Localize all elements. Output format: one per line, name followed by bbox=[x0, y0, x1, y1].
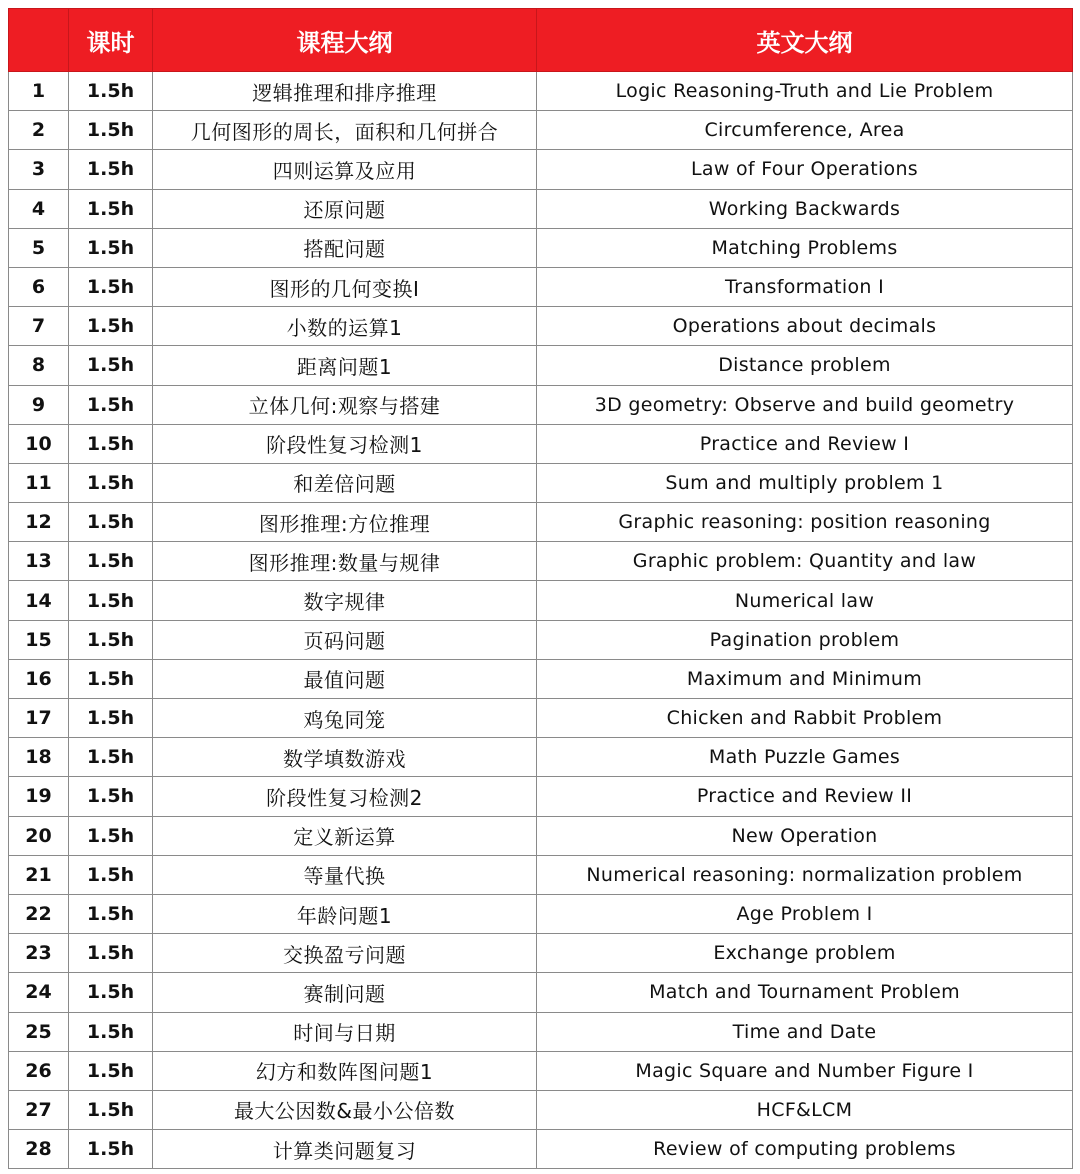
row-english-topic: Operations about decimals bbox=[537, 307, 1073, 346]
row-number: 15 bbox=[9, 620, 69, 659]
row-hours: 1.5h bbox=[69, 150, 153, 189]
table-body bbox=[9, 72, 1073, 1169]
table-row bbox=[9, 1051, 1073, 1090]
row-hours: 1.5h bbox=[69, 934, 153, 973]
row-chinese-topic: 阶段性复习检测1 bbox=[153, 424, 537, 463]
row-chinese-topic: 页码问题 bbox=[153, 620, 537, 659]
header-english-outline: 英文大纲 bbox=[537, 9, 1073, 72]
row-english-topic: Sum and multiply problem 1 bbox=[537, 463, 1073, 502]
row-chinese-topic: 数学填数游戏 bbox=[153, 738, 537, 777]
row-chinese-topic: 赛制问题 bbox=[153, 973, 537, 1012]
row-hours: 1.5h bbox=[69, 1130, 153, 1169]
table-row bbox=[9, 346, 1073, 385]
table-row bbox=[9, 855, 1073, 894]
table-row bbox=[9, 973, 1073, 1012]
row-hours: 1.5h bbox=[69, 1051, 153, 1090]
row-number: 25 bbox=[9, 1012, 69, 1051]
row-english-topic: Review of computing problems bbox=[537, 1130, 1073, 1169]
table-row bbox=[9, 581, 1073, 620]
table-row bbox=[9, 816, 1073, 855]
row-number: 18 bbox=[9, 738, 69, 777]
row-english-topic: Pagination problem bbox=[537, 620, 1073, 659]
table-row bbox=[9, 267, 1073, 306]
row-hours: 1.5h bbox=[69, 620, 153, 659]
table-row bbox=[9, 699, 1073, 738]
row-hours: 1.5h bbox=[69, 267, 153, 306]
row-english-topic: HCF&LCM bbox=[537, 1090, 1073, 1129]
row-number: 20 bbox=[9, 816, 69, 855]
row-hours: 1.5h bbox=[69, 699, 153, 738]
table-row bbox=[9, 659, 1073, 698]
row-chinese-topic: 搭配问题 bbox=[153, 228, 537, 267]
row-english-topic: Chicken and Rabbit Problem bbox=[537, 699, 1073, 738]
row-number: 14 bbox=[9, 581, 69, 620]
row-hours: 1.5h bbox=[69, 581, 153, 620]
row-hours: 1.5h bbox=[69, 659, 153, 698]
row-chinese-topic: 图形推理:数量与规律 bbox=[153, 542, 537, 581]
row-hours: 1.5h bbox=[69, 424, 153, 463]
table-row bbox=[9, 111, 1073, 150]
row-number: 7 bbox=[9, 307, 69, 346]
row-english-topic: Time and Date bbox=[537, 1012, 1073, 1051]
row-chinese-topic: 定义新运算 bbox=[153, 816, 537, 855]
table-row bbox=[9, 150, 1073, 189]
header-index bbox=[9, 9, 69, 72]
row-number: 21 bbox=[9, 855, 69, 894]
row-english-topic: Distance problem bbox=[537, 346, 1073, 385]
row-number: 26 bbox=[9, 1051, 69, 1090]
row-chinese-topic: 幻方和数阵图问题1 bbox=[153, 1051, 537, 1090]
row-hours: 1.5h bbox=[69, 307, 153, 346]
row-hours: 1.5h bbox=[69, 973, 153, 1012]
row-chinese-topic: 阶段性复习检测2 bbox=[153, 777, 537, 816]
row-chinese-topic: 四则运算及应用 bbox=[153, 150, 537, 189]
row-chinese-topic: 交换盈亏问题 bbox=[153, 934, 537, 973]
row-hours: 1.5h bbox=[69, 855, 153, 894]
row-number: 1 bbox=[9, 72, 69, 111]
header-hours: 课时 bbox=[69, 9, 153, 72]
row-chinese-topic: 小数的运算1 bbox=[153, 307, 537, 346]
table-row bbox=[9, 72, 1073, 111]
table-row bbox=[9, 620, 1073, 659]
table-row bbox=[9, 463, 1073, 502]
table-row bbox=[9, 542, 1073, 581]
row-number: 8 bbox=[9, 346, 69, 385]
row-number: 4 bbox=[9, 189, 69, 228]
table-row bbox=[9, 228, 1073, 267]
row-hours: 1.5h bbox=[69, 894, 153, 933]
row-number: 24 bbox=[9, 973, 69, 1012]
row-chinese-topic: 距离问题1 bbox=[153, 346, 537, 385]
row-number: 22 bbox=[9, 894, 69, 933]
row-hours: 1.5h bbox=[69, 189, 153, 228]
row-number: 9 bbox=[9, 385, 69, 424]
row-chinese-topic: 还原问题 bbox=[153, 189, 537, 228]
row-number: 5 bbox=[9, 228, 69, 267]
table-row bbox=[9, 1130, 1073, 1169]
row-chinese-topic: 最大公因数&最小公倍数 bbox=[153, 1090, 537, 1129]
row-english-topic: 3D geometry: Observe and build geometry bbox=[537, 385, 1073, 424]
table-row bbox=[9, 738, 1073, 777]
table-row bbox=[9, 894, 1073, 933]
row-chinese-topic: 图形的几何变换I bbox=[153, 267, 537, 306]
row-chinese-topic: 逻辑推理和排序推理 bbox=[153, 72, 537, 111]
row-english-topic: Practice and Review II bbox=[537, 777, 1073, 816]
row-hours: 1.5h bbox=[69, 1012, 153, 1051]
row-chinese-topic: 等量代换 bbox=[153, 855, 537, 894]
row-english-topic: Match and Tournament Problem bbox=[537, 973, 1073, 1012]
course-outline-sheet bbox=[8, 8, 1072, 1169]
row-number: 19 bbox=[9, 777, 69, 816]
row-english-topic: Matching Problems bbox=[537, 228, 1073, 267]
table-row bbox=[9, 1090, 1073, 1129]
row-number: 13 bbox=[9, 542, 69, 581]
row-english-topic: Working Backwards bbox=[537, 189, 1073, 228]
row-hours: 1.5h bbox=[69, 385, 153, 424]
header-chinese-outline: 课程大纲 bbox=[153, 9, 537, 72]
row-english-topic: Age Problem I bbox=[537, 894, 1073, 933]
row-chinese-topic: 立体几何:观察与搭建 bbox=[153, 385, 537, 424]
row-hours: 1.5h bbox=[69, 346, 153, 385]
row-number: 28 bbox=[9, 1130, 69, 1169]
header-row bbox=[9, 9, 1073, 72]
row-hours: 1.5h bbox=[69, 777, 153, 816]
table-row bbox=[9, 424, 1073, 463]
row-english-topic: Graphic problem: Quantity and law bbox=[537, 542, 1073, 581]
row-hours: 1.5h bbox=[69, 738, 153, 777]
table-row bbox=[9, 385, 1073, 424]
table-row bbox=[9, 189, 1073, 228]
row-chinese-topic: 几何图形的周长，面积和几何拼合 bbox=[153, 111, 537, 150]
table-row bbox=[9, 777, 1073, 816]
row-english-topic: Logic Reasoning-Truth and Lie Problem bbox=[537, 72, 1073, 111]
row-hours: 1.5h bbox=[69, 463, 153, 502]
row-english-topic: Math Puzzle Games bbox=[537, 738, 1073, 777]
table-row bbox=[9, 503, 1073, 542]
row-english-topic: Maximum and Minimum bbox=[537, 659, 1073, 698]
row-english-topic: Numerical reasoning: normalization problem bbox=[537, 855, 1073, 894]
row-number: 2 bbox=[9, 111, 69, 150]
row-number: 11 bbox=[9, 463, 69, 502]
row-number: 16 bbox=[9, 659, 69, 698]
row-english-topic: Numerical law bbox=[537, 581, 1073, 620]
row-number: 3 bbox=[9, 150, 69, 189]
row-number: 17 bbox=[9, 699, 69, 738]
row-hours: 1.5h bbox=[69, 816, 153, 855]
row-chinese-topic: 年龄问题1 bbox=[153, 894, 537, 933]
row-hours: 1.5h bbox=[69, 503, 153, 542]
course-outline-table bbox=[8, 8, 1073, 1169]
row-english-topic: Transformation I bbox=[537, 267, 1073, 306]
row-hours: 1.5h bbox=[69, 111, 153, 150]
table-row bbox=[9, 934, 1073, 973]
row-chinese-topic: 鸡兔同笼 bbox=[153, 699, 537, 738]
row-english-topic: Magic Square and Number Figure I bbox=[537, 1051, 1073, 1090]
table-row bbox=[9, 307, 1073, 346]
row-number: 23 bbox=[9, 934, 69, 973]
row-hours: 1.5h bbox=[69, 72, 153, 111]
row-chinese-topic: 时间与日期 bbox=[153, 1012, 537, 1051]
table-header bbox=[9, 9, 1073, 72]
row-hours: 1.5h bbox=[69, 228, 153, 267]
row-number: 10 bbox=[9, 424, 69, 463]
row-chinese-topic: 和差倍问题 bbox=[153, 463, 537, 502]
row-hours: 1.5h bbox=[69, 542, 153, 581]
row-english-topic: Circumference, Area bbox=[537, 111, 1073, 150]
row-chinese-topic: 最值问题 bbox=[153, 659, 537, 698]
row-number: 27 bbox=[9, 1090, 69, 1129]
row-hours: 1.5h bbox=[69, 1090, 153, 1129]
row-english-topic: Exchange problem bbox=[537, 934, 1073, 973]
row-english-topic: Law of Four Operations bbox=[537, 150, 1073, 189]
row-number: 12 bbox=[9, 503, 69, 542]
row-english-topic: Practice and Review I bbox=[537, 424, 1073, 463]
row-english-topic: Graphic reasoning: position reasoning bbox=[537, 503, 1073, 542]
row-english-topic: New Operation bbox=[537, 816, 1073, 855]
row-chinese-topic: 图形推理:方位推理 bbox=[153, 503, 537, 542]
row-chinese-topic: 数字规律 bbox=[153, 581, 537, 620]
table-row bbox=[9, 1012, 1073, 1051]
row-number: 6 bbox=[9, 267, 69, 306]
row-chinese-topic: 计算类问题复习 bbox=[153, 1130, 537, 1169]
